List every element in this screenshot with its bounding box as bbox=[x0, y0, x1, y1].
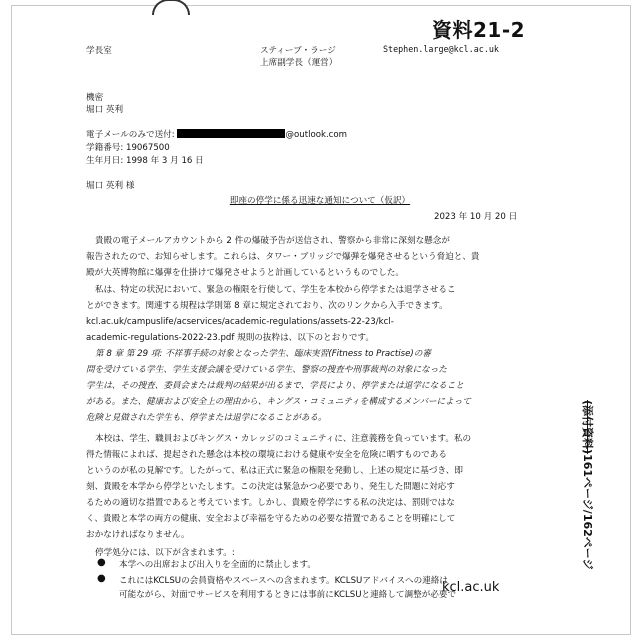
p1-line: 報告されたので、お知らせします。これらは、タワー・ブリッジで爆弾を爆発させるという脅迫と、貴 bbox=[86, 252, 480, 262]
subject-line: 即座の停学に係る迅速な通知について（仮訳） bbox=[229, 196, 411, 206]
excerpt-line: 学生は、その捜査、委員会または裁判の結果が出るまで、学長により、停学または退学になること bbox=[86, 381, 464, 391]
recipient-name: 堀口 英利 bbox=[86, 105, 124, 115]
p3-line: るための適切な措置であると考えています。しかし、貴殿を停学にする私の決定は、罰則ではな bbox=[86, 498, 455, 508]
p1-line: 殿が大英博物館に爆弾を仕掛けて爆発させようと計画しているというものでした。 bbox=[86, 268, 404, 278]
p3-line: 本校は、学生、職員およびキングス・カレッジのコミュニティに、注意義務を負っています。私の bbox=[95, 434, 472, 444]
date-of-birth: 生年月日: 1998 年 3 月 16 日 bbox=[86, 156, 204, 166]
sender-email: Stephen.large@kcl.ac.uk bbox=[383, 44, 499, 54]
p3-line: 得た情報によれば、提起された懸念は本校の環境における健康や安全を危険に晒すものである bbox=[86, 450, 447, 460]
paragraph-2 bbox=[86, 282, 536, 346]
condition-item: 本学への出席および出入りを全面的に禁止します。 bbox=[119, 560, 316, 570]
office-name: 学長室 bbox=[86, 46, 112, 56]
p2-line: とができます。関連する規程は学則第 8 章に規定されており、次のリンクから入手できます。 bbox=[86, 301, 448, 311]
p3-line: というのが私の見解です。したがって、私は正式に緊急の権限を発動し、上述の規定に基づき、即 bbox=[86, 466, 463, 476]
paragraph-1 bbox=[86, 233, 536, 281]
regulation-excerpt bbox=[86, 346, 536, 426]
excerpt-line: がある。また、健康および安全上の理由から、キングス・コミュニティを構成するメンバーによって bbox=[86, 397, 471, 407]
bullet-icon: ● bbox=[97, 557, 106, 568]
p1-line: 貴殿の電子メールアカウントから 2 件の爆破予告が送信され、警察から非常に深刻な懸念が bbox=[95, 236, 450, 246]
bullet-icon: ● bbox=[97, 573, 106, 584]
side-page-annotation bbox=[580, 400, 596, 570]
page-counter: 161ページ/162ページ bbox=[581, 454, 594, 570]
excerpt-line: 第 8 章 第 29 項: 不祥事手続の対象となった学生、臨床実習(Fitness to Practise)の審 bbox=[95, 349, 431, 359]
footer-url: kcl.ac.uk bbox=[442, 580, 500, 595]
binder-hole-arc bbox=[152, 0, 190, 15]
letter-date: 2023 年 10 月 20 日 bbox=[434, 212, 518, 222]
confidential-mark: 機密 bbox=[86, 93, 104, 103]
sender-name: スティーブ・ラージ bbox=[260, 46, 336, 56]
condition-item-continued: 可能ながら、対面でサービスを利用するときには事前にKCLSUと連絡して調整が必要で bbox=[119, 590, 457, 600]
p3-line: おかなければなりません。 bbox=[86, 530, 190, 540]
student-number: 学籍番号: 19067500 bbox=[86, 143, 170, 153]
salutation: 堀口 英利 様 bbox=[86, 181, 135, 191]
delivery-label: 電子メールのみで送付: bbox=[86, 130, 175, 140]
p3-line: 刻、貴殿を本学から停学といたします。この決定は緊急かつ必要であり、発生した問題に対応す bbox=[86, 482, 455, 492]
p2-line: academic-regulations-2022-23.pdf 規則の抜粋は、以下のとおりです。 bbox=[86, 333, 374, 343]
conditions-intro: 停学処分には、以下が含まれます。: bbox=[95, 548, 235, 558]
excerpt-line: 危険と見做された学生も、停学または退学になることがある。 bbox=[86, 413, 327, 423]
excerpt-line: 問を受けている学生、学生支援会議を受けている学生、警察の捜査や刑事裁判の対象になった bbox=[86, 365, 447, 375]
email-domain: @outlook.com bbox=[285, 130, 348, 140]
paragraph-3 bbox=[86, 431, 536, 543]
redacted-box bbox=[177, 129, 285, 138]
delivery-line bbox=[86, 128, 347, 140]
struck-attachment-note: (添付資料) bbox=[581, 400, 594, 455]
exhibit-label: 資料21-2 bbox=[432, 18, 526, 42]
p3-line: く、貴殿と本学の両方の健康、安全および幸福を守るための必要な措置であることを明確にして bbox=[86, 514, 456, 524]
condition-item: これにはKCLSUの会員資格やスペースへの含まれます。KCLSUアドバイスへの連絡は bbox=[119, 576, 449, 586]
sender-title: 上席副学長（運営） bbox=[260, 58, 338, 68]
regulations-link[interactable]: kcl.ac.uk/campuslife/acservices/academic-regulations/assets-22-23/kcl- bbox=[86, 317, 394, 327]
p2-line: 私は、特定の状況において、緊急の権限を行使して、学生を本校から停学または退学させるこ bbox=[95, 285, 456, 295]
